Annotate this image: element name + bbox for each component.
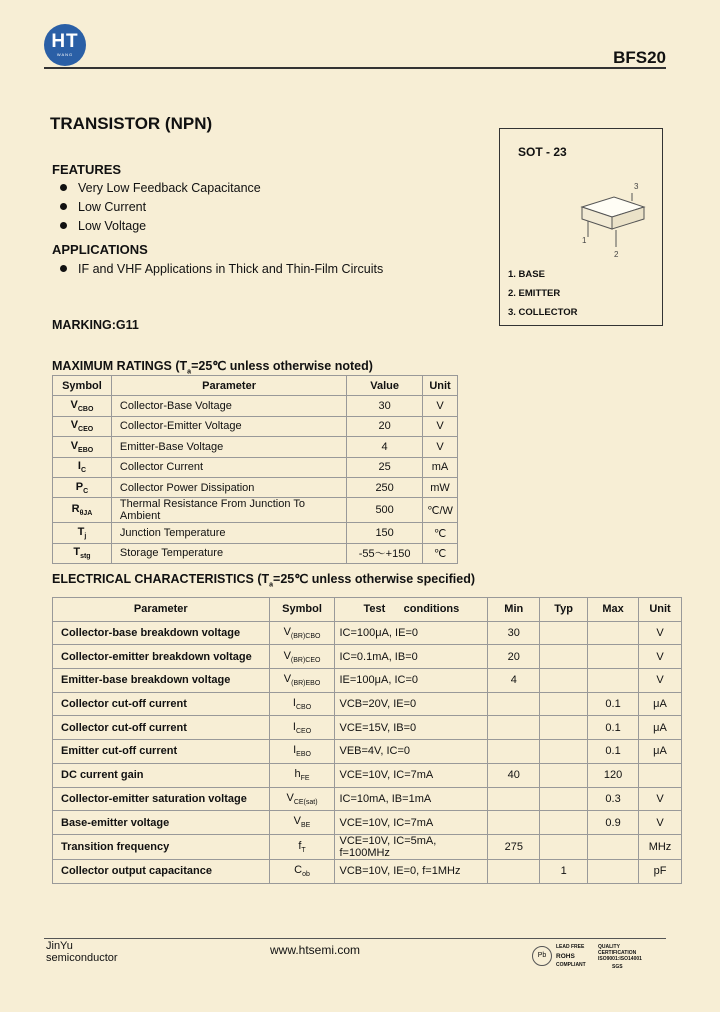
max-cell: 0.3 (588, 787, 639, 811)
unit-cell: ℃ (423, 523, 458, 543)
unit-cell: V (639, 621, 682, 645)
value-cell: -55～+150 (347, 543, 423, 563)
unit-cell: V (639, 645, 682, 669)
parameter-cell: Storage Temperature (111, 543, 346, 563)
footer-divider (44, 938, 666, 939)
unit-cell: V (639, 669, 682, 693)
table-header-cell: Parameter (53, 598, 270, 622)
marking-label: MARKING:G11 (52, 318, 139, 332)
condition-cell: IC=10mA, IB=1mA (335, 787, 488, 811)
table-header-cell: Test conditions (335, 598, 488, 622)
sot23-package-drawing-icon (574, 173, 660, 261)
min-cell (488, 787, 540, 811)
min-cell: 30 (488, 621, 540, 645)
typ-cell (540, 669, 588, 693)
condition-cell: IC=0.1mA, IB=0 (335, 645, 488, 669)
pin-number-label: 3 (634, 182, 639, 191)
table-header-cell: Unit (639, 598, 682, 622)
cert-iso: ISO9001:ISO14001 (598, 956, 642, 962)
table-row (53, 396, 458, 416)
table-row (53, 523, 458, 543)
max-cell: 0.9 (588, 811, 639, 835)
value-cell: 4 (347, 437, 423, 457)
condition-cell: IC=100μA, IE=0 (335, 621, 488, 645)
parameter-cell: Emitter-Base Voltage (111, 437, 346, 457)
parameter-cell: Collector Current (111, 457, 346, 477)
electrical-title: ELECTRICAL CHARACTERISTICS ($T_a=25℃$ unless otherwise specified) (52, 572, 476, 589)
table-header-cell: Parameter (111, 376, 346, 396)
parameter-cell: Collector-emitter breakdown voltage (53, 645, 270, 669)
part-number: BFS20 (613, 48, 666, 67)
company-name-line1: JinYu (46, 940, 73, 952)
max-cell: 0.1 (588, 692, 639, 716)
parameter-cell: Collector cut-off current (53, 692, 270, 716)
parameter-cell: Junction Temperature (111, 523, 346, 543)
condition-cell: VCE=10V, IC=7mA (335, 763, 488, 787)
parameter-cell: Collector output capacitance (53, 859, 270, 883)
parameter-cell: Thermal Resistance From Junction To Ambient (111, 498, 346, 523)
features-heading: FEATURES (52, 162, 122, 177)
table-row (53, 834, 682, 859)
unit-cell: mA (423, 457, 458, 477)
table-row (53, 437, 458, 457)
typ-cell (540, 787, 588, 811)
pin-label-emitter: 2. EMITTER (508, 288, 561, 299)
company-logo (44, 24, 86, 66)
min-cell (488, 692, 540, 716)
symbol-cell: $f_T$ (269, 834, 335, 859)
cert-sgs: SGS (612, 964, 623, 970)
max-ratings-title: MAXIMUM RATINGS ($T_a=25℃$ unless otherwise noted) (52, 359, 373, 376)
typ-cell (540, 692, 588, 716)
value-cell: 500 (347, 498, 423, 523)
min-cell (488, 859, 540, 883)
symbol-cell: $V_{BE}$ (269, 811, 335, 835)
symbol-cell: $h_{FE}$ (269, 763, 335, 787)
symbol-cell: $V_{CEO}$ (53, 416, 112, 436)
feature-item: Low Voltage (60, 219, 146, 233)
parameter-cell: Collector-base breakdown voltage (53, 621, 270, 645)
unit-cell: V (639, 811, 682, 835)
condition-cell: IE=100μA, IC=0 (335, 669, 488, 693)
table-header-cell: Symbol (269, 598, 335, 622)
table-row (53, 716, 682, 740)
table-row (53, 416, 458, 436)
unit-cell: V (423, 437, 458, 457)
parameter-cell: Collector cut-off current (53, 716, 270, 740)
company-name-line2: semiconductor (46, 952, 118, 964)
symbol-cell: $I_{CEO}$ (269, 716, 335, 740)
table-header-cell: Unit (423, 376, 458, 396)
unit-cell: μA (639, 740, 682, 764)
unit-cell: μA (639, 692, 682, 716)
typ-cell: 1 (540, 859, 588, 883)
max-cell: 0.1 (588, 716, 639, 740)
condition-cell: VCB=20V, IE=0 (335, 692, 488, 716)
cert-rohs: ROHS (556, 953, 575, 960)
table-row (53, 669, 682, 693)
parameter-cell: Transition frequency (53, 834, 270, 859)
package-box (499, 128, 663, 326)
parameter-cell: Emitter-base breakdown voltage (53, 669, 270, 693)
value-cell: 25 (347, 457, 423, 477)
feature-item: Very Low Feedback Capacitance (60, 181, 261, 195)
min-cell (488, 740, 540, 764)
symbol-cell: $R_{\theta JA}$ (53, 498, 112, 523)
table-header-cell: Max (588, 598, 639, 622)
cert-compliant: COMPLIANT (556, 962, 586, 968)
symbol-cell: $T_j$ (53, 523, 112, 543)
table-row (53, 621, 682, 645)
max-cell (588, 834, 639, 859)
min-cell: 40 (488, 763, 540, 787)
max-cell: 0.1 (588, 740, 639, 764)
typ-cell (540, 763, 588, 787)
lead-free-pb-icon: Pb (532, 946, 552, 966)
parameter-cell: Collector-emitter saturation voltage (53, 787, 270, 811)
typ-cell (540, 834, 588, 859)
max-cell (588, 645, 639, 669)
min-cell: 275 (488, 834, 540, 859)
table-row (53, 787, 682, 811)
table-row (53, 477, 458, 497)
min-cell: 20 (488, 645, 540, 669)
min-cell (488, 716, 540, 740)
applications-heading: APPLICATIONS (52, 242, 148, 257)
typ-cell (540, 621, 588, 645)
table-row (53, 498, 458, 523)
typ-cell (540, 716, 588, 740)
table-header-cell: Value (347, 376, 423, 396)
condition-cell: VCE=10V, IC=7mA (335, 811, 488, 835)
symbol-cell: $V_{CE(sat)}$ (269, 787, 335, 811)
symbol-cell: $I_C$ (53, 457, 112, 477)
pin-number-label: 2 (614, 250, 619, 259)
unit-cell: MHz (639, 834, 682, 859)
min-cell: 4 (488, 669, 540, 693)
max-cell (588, 859, 639, 883)
symbol-cell: $I_{EBO}$ (269, 740, 335, 764)
pin-label-collector: 3. COLLECTOR (508, 307, 578, 318)
pin-number-label: 1 (582, 236, 587, 245)
typ-cell (540, 645, 588, 669)
table-row (53, 763, 682, 787)
parameter-cell: Collector Power Dissipation (111, 477, 346, 497)
website-link[interactable]: www.htsemi.com (270, 943, 361, 957)
unit-cell (639, 763, 682, 787)
unit-cell: mW (423, 477, 458, 497)
symbol-cell: $C_{ob}$ (269, 859, 335, 883)
cert-leadfree: LEAD FREE (556, 944, 585, 950)
symbol-cell: $I_{CBO}$ (269, 692, 335, 716)
unit-cell: V (639, 787, 682, 811)
electrical-characteristics-table (52, 597, 682, 884)
symbol-cell: $P_C$ (53, 477, 112, 497)
max-cell (588, 621, 639, 645)
table-row (53, 859, 682, 883)
table-header-row (53, 598, 682, 622)
value-cell: 250 (347, 477, 423, 497)
max-cell: 120 (588, 763, 639, 787)
symbol-cell: $T_{stg}$ (53, 543, 112, 563)
page-title: TRANSISTOR (NPN) (50, 114, 213, 133)
table-header-cell: Typ (540, 598, 588, 622)
parameter-cell: Collector-Emitter Voltage (111, 416, 346, 436)
symbol-cell: $V_{(BR)EBO}$ (269, 669, 335, 693)
symbol-cell: $V_{(BR)CEO}$ (269, 645, 335, 669)
condition-cell: VCE=15V, IB=0 (335, 716, 488, 740)
header-divider (44, 67, 666, 69)
symbol-cell: $V_{CBO}$ (53, 396, 112, 416)
table-header-cell: Min (488, 598, 540, 622)
max-ratings-table (52, 375, 458, 564)
condition-cell: VEB=4V, IC=0 (335, 740, 488, 764)
unit-cell: ℃ (423, 543, 458, 563)
unit-cell: V (423, 396, 458, 416)
value-cell: 150 (347, 523, 423, 543)
typ-cell (540, 811, 588, 835)
logo-subtext: WANG (56, 52, 74, 57)
symbol-cell: $V_{EBO}$ (53, 437, 112, 457)
table-row (53, 457, 458, 477)
table-row (53, 543, 458, 563)
value-cell: 30 (347, 396, 423, 416)
value-cell: 20 (347, 416, 423, 436)
feature-item: Low Current (60, 200, 146, 214)
typ-cell (540, 740, 588, 764)
parameter-cell: Emitter cut-off current (53, 740, 270, 764)
cert-quality: QUALITY CERTIFICATION (598, 944, 637, 956)
min-cell (488, 811, 540, 835)
pin-label-base: 1. BASE (508, 269, 545, 280)
max-cell (588, 669, 639, 693)
package-name: SOT - 23 (518, 145, 567, 159)
parameter-cell: Base-emitter voltage (53, 811, 270, 835)
parameter-cell: DC current gain (53, 763, 270, 787)
table-row (53, 740, 682, 764)
condition-cell: VCE=10V, IC=5mA, f=100MHz (335, 834, 488, 859)
table-header-cell: Symbol (53, 376, 112, 396)
table-row (53, 692, 682, 716)
condition-cell: VCB=10V, IE=0, f=1MHz (335, 859, 488, 883)
table-row (53, 811, 682, 835)
unit-cell: μA (639, 716, 682, 740)
unit-cell: ℃/W (423, 498, 458, 523)
table-header-row (53, 376, 458, 396)
symbol-cell: $V_{(BR)CBO}$ (269, 621, 335, 645)
unit-cell: V (423, 416, 458, 436)
logo-text: HT (51, 31, 79, 52)
unit-cell: pF (639, 859, 682, 883)
application-item: IF and VHF Applications in Thick and Thin-Film Circuits (60, 262, 383, 276)
table-row (53, 645, 682, 669)
parameter-cell: Collector-Base Voltage (111, 396, 346, 416)
